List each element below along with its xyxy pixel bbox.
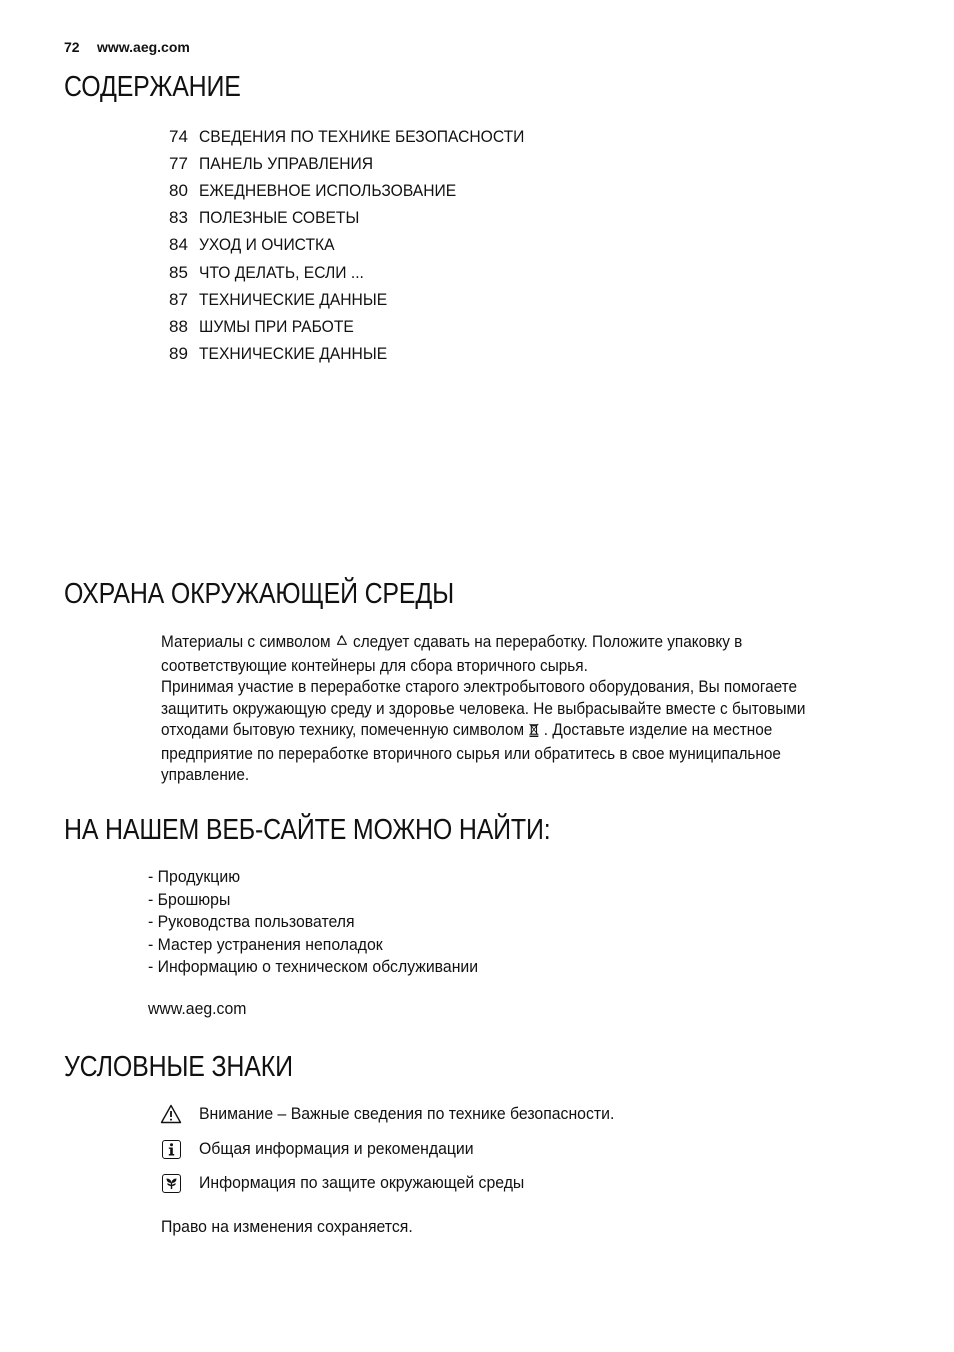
page-number: 72 <box>64 39 80 55</box>
website-heading: НА НАШЕМ ВЕБ-САЙТЕ МОЖНО НАЙТИ: <box>64 814 551 846</box>
toc-title: УХОД И ОЧИСТКА <box>199 235 335 255</box>
environment-text: Материалы с символом <box>161 633 335 651</box>
toc-item <box>169 313 729 340</box>
info-icon <box>160 1138 182 1160</box>
toc-page-number: 83 <box>169 208 188 228</box>
toc-page-number: 74 <box>169 126 188 146</box>
environment-text: отходами бытовую технику, помеченную символом <box>161 721 529 739</box>
toc-title: ПАНЕЛЬ УПРАВЛЕНИЯ <box>199 153 374 173</box>
toc-title: ЕЖЕДНЕВНОЕ ИСПОЛЬЗОВАНИЕ <box>199 180 457 200</box>
environment-leaf-icon <box>160 1172 182 1194</box>
list-item: - Мастер устранения неполадок <box>148 934 383 954</box>
toc-page-number: 77 <box>169 153 188 173</box>
toc-item <box>169 232 729 259</box>
symbol-row-info <box>160 1138 494 1160</box>
toc-item <box>169 286 729 313</box>
contents-heading: СОДЕРЖАНИЕ <box>64 71 241 103</box>
list-item: - Брошюры <box>148 889 231 909</box>
environment-paragraph <box>161 632 854 787</box>
environment-line: Принимая участие в переработке старого электробытового оборудования, Вы помогаете <box>161 678 798 696</box>
symbol-text: Информация по защите окружающей среды <box>199 1173 525 1192</box>
toc-title: СВЕДЕНИЯ ПО ТЕХНИКЕ БЕЗОПАСНОСТИ <box>199 126 525 146</box>
toc-item <box>169 205 729 232</box>
toc-item <box>169 177 729 204</box>
recycle-icon <box>335 634 349 656</box>
toc-title: ЧТО ДЕЛАТЬ, ЕСЛИ ... <box>199 262 364 282</box>
list-item: - Продукцию <box>148 867 241 886</box>
copyright-note: Право на изменения сохраняется. <box>161 1217 413 1236</box>
table-of-contents <box>169 123 729 368</box>
website-list <box>148 866 503 979</box>
list-item: - Руководства пользователя <box>148 912 355 931</box>
environment-heading: ОХРАНА ОКРУЖАЮЩЕЙ СРЕДЫ <box>64 578 454 610</box>
header-url: www.aeg.com <box>97 39 190 55</box>
toc-page-number: 80 <box>169 180 188 200</box>
toc-title: ТЕХНИЧЕСКИЕ ДАННЫЕ <box>199 344 388 364</box>
symbol-text: Внимание – Важные сведения по технике безопасности. <box>199 1104 615 1123</box>
toc-page-number: 87 <box>169 289 188 309</box>
toc-title: ШУМЫ ПРИ РАБОТЕ <box>199 316 354 336</box>
toc-item <box>169 123 729 150</box>
symbol-row-warning <box>160 1103 646 1125</box>
toc-title: ТЕХНИЧЕСКИЕ ДАННЫЕ <box>199 289 388 309</box>
toc-page-number: 85 <box>169 262 188 282</box>
toc-title: ПОЛЕЗНЫЕ СОВЕТЫ <box>199 208 360 228</box>
toc-item <box>169 341 729 368</box>
toc-item <box>169 150 729 177</box>
warning-triangle-icon <box>160 1103 182 1125</box>
environment-line <box>161 720 805 744</box>
toc-item <box>169 259 729 286</box>
toc-page-number: 89 <box>169 344 188 364</box>
list-item: - Информацию о техническом обслуживании <box>148 957 479 976</box>
toc-page-number: 88 <box>169 316 188 336</box>
toc-page-number: 84 <box>169 235 188 255</box>
environment-text: . Доставьте изделие на местное <box>539 721 773 739</box>
symbols-heading: УСЛОВНЫЕ ЗНАКИ <box>64 1051 293 1083</box>
environment-text: следует сдавать на переработку. Положите упаковку в <box>348 633 743 651</box>
environment-line: защитить окружающую среду и здоровье человека. Не выбрасывайте вместе с бытовыми <box>161 699 806 718</box>
environment-line: управление. <box>161 766 250 784</box>
environment-line: предприятие по переработке вторичного сырья или обратитесь в свое муниципальное <box>161 744 781 763</box>
environment-line <box>161 632 805 656</box>
website-link[interactable]: www.aeg.com <box>148 999 247 1018</box>
environment-line: соответствующие контейнеры для сбора вторичного сырья. <box>161 656 588 675</box>
symbol-row-environment <box>160 1172 549 1194</box>
symbol-text: Общая информация и рекомендации <box>199 1139 474 1158</box>
crossed-bin-icon <box>528 722 539 744</box>
